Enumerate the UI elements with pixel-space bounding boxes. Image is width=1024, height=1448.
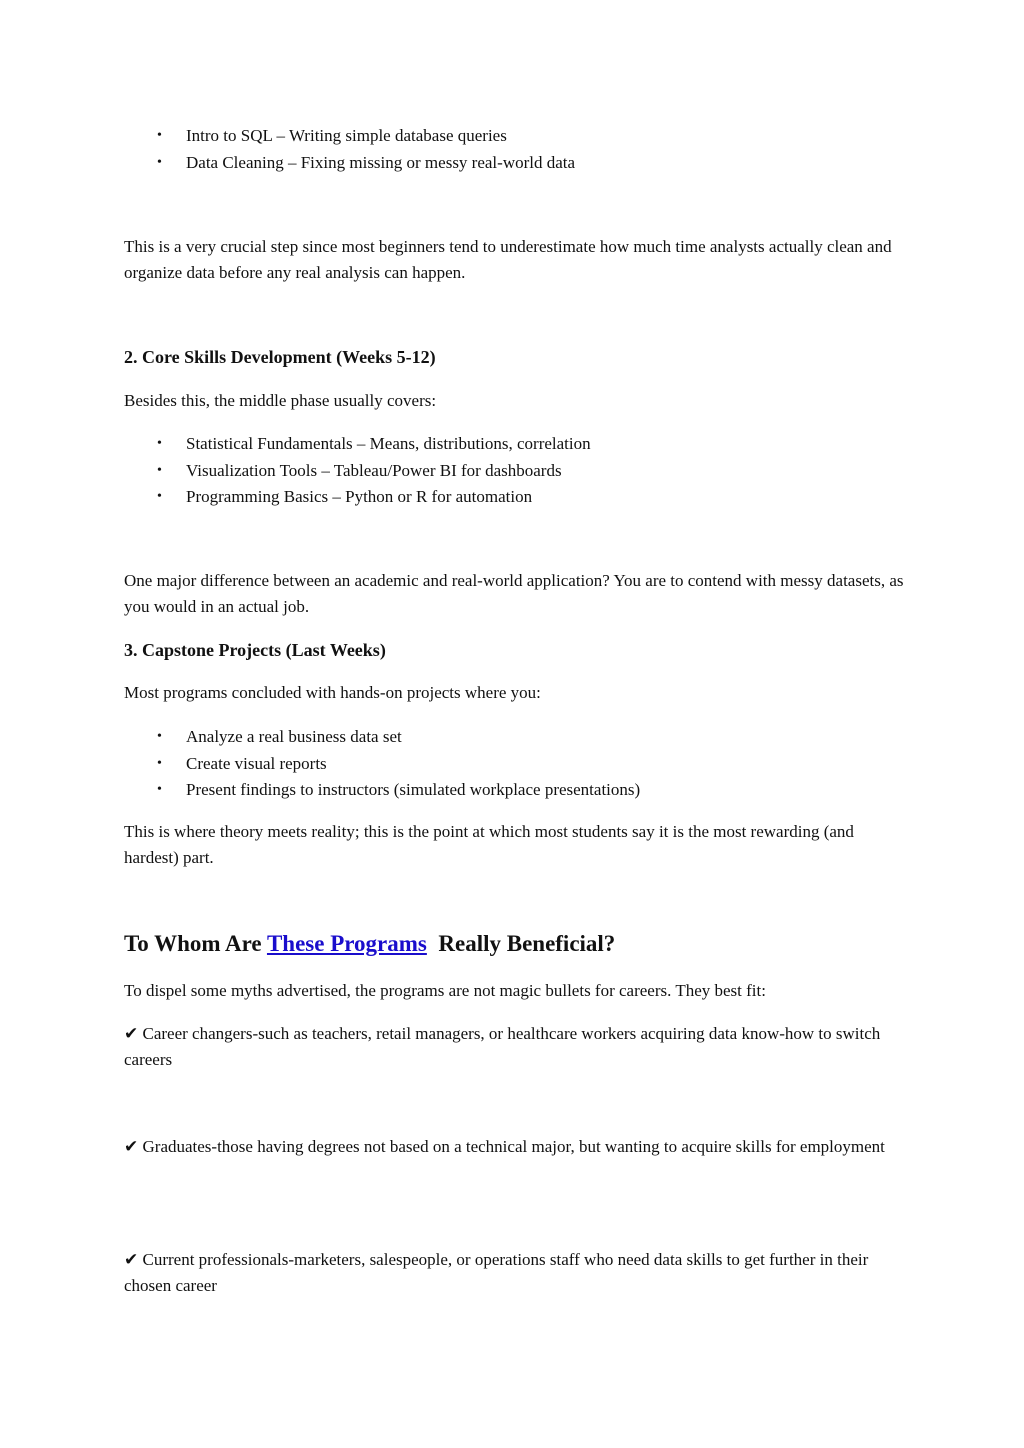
bullet-icon: • (157, 729, 162, 744)
checkmark-icon: ✔ (124, 1250, 139, 1270)
fit-item-career-changers: ✔ Career changers-such as teachers, retail managers, or healthcare workers acquiring data know-how to switch careers (124, 1024, 881, 1069)
bullet-icon: • (157, 436, 162, 451)
list-item: • Create visual reports (124, 751, 904, 778)
bullet-icon: • (157, 154, 162, 170)
list-item: • Analyze a real business data set (124, 724, 904, 751)
these-programs-link[interactable]: These Programs (266, 931, 427, 956)
checkmark-icon: ✔ (124, 1137, 139, 1157)
capstone-bullet-list (124, 724, 904, 804)
list-item: • Intro to SQL – Writing simple database queries (124, 123, 904, 150)
list-item: • Statistical Fundamentals – Means, distributions, correlation (124, 431, 904, 458)
paragraph-theory-meets-reality: This is where theory meets reality; this is the point at which most students say it is the most rewarding (and hardest) part. (124, 822, 854, 867)
list-item: • Present findings to instructors (simulated workplace presentations) (124, 777, 904, 804)
fit-item-current-professionals: ✔ Current professionals-marketers, salespeople, or operations staff who need data skills to get further in their chosen career (124, 1250, 869, 1295)
section-heading-beneficial: To Whom Are These Programs Really Beneficial? (124, 931, 616, 956)
list-item: • Visualization Tools – Tableau/Power BI for dashboards (124, 458, 904, 485)
section-heading-core-skills: 2. Core Skills Development (Weeks 5-12) (124, 347, 436, 367)
bullet-icon: • (157, 462, 162, 478)
list-item: • Programming Basics – Python or R for automation (124, 484, 904, 511)
paragraph-dispel-myths: To dispel some myths advertised, the programs are not magic bullets for careers. They best fit: (124, 981, 766, 1000)
paragraph-core-intro: Besides this, the middle phase usually covers: (124, 391, 437, 410)
fit-item-graduates: ✔ Graduates-those having degrees not based on a technical major, but wanting to acquire skills for employment (124, 1137, 885, 1157)
paragraph-data-cleaning: This is a very crucial step since most beginners tend to underestimate how much time analysts actually clean and organize data before any real analysis can happen. (124, 237, 892, 282)
list-item: • Data Cleaning – Fixing missing or messy real-world data (124, 150, 904, 177)
bullet-icon: • (157, 782, 162, 797)
bullet-icon: • (157, 489, 162, 504)
intro-bullet-list (124, 123, 904, 176)
core-skills-bullet-list (124, 431, 904, 511)
paragraph-academic-vs-real: One major difference between an academic and real-world application? You are to contend with messy datasets, as you would in an actual job. (124, 571, 904, 616)
bullet-icon: • (157, 128, 162, 143)
checkmark-icon: ✔ (124, 1024, 139, 1044)
paragraph-capstone-intro: Most programs concluded with hands-on projects where you: (124, 683, 541, 702)
bullet-icon: • (157, 755, 162, 771)
section-heading-capstone: 3. Capstone Projects (Last Weeks) (124, 640, 386, 660)
